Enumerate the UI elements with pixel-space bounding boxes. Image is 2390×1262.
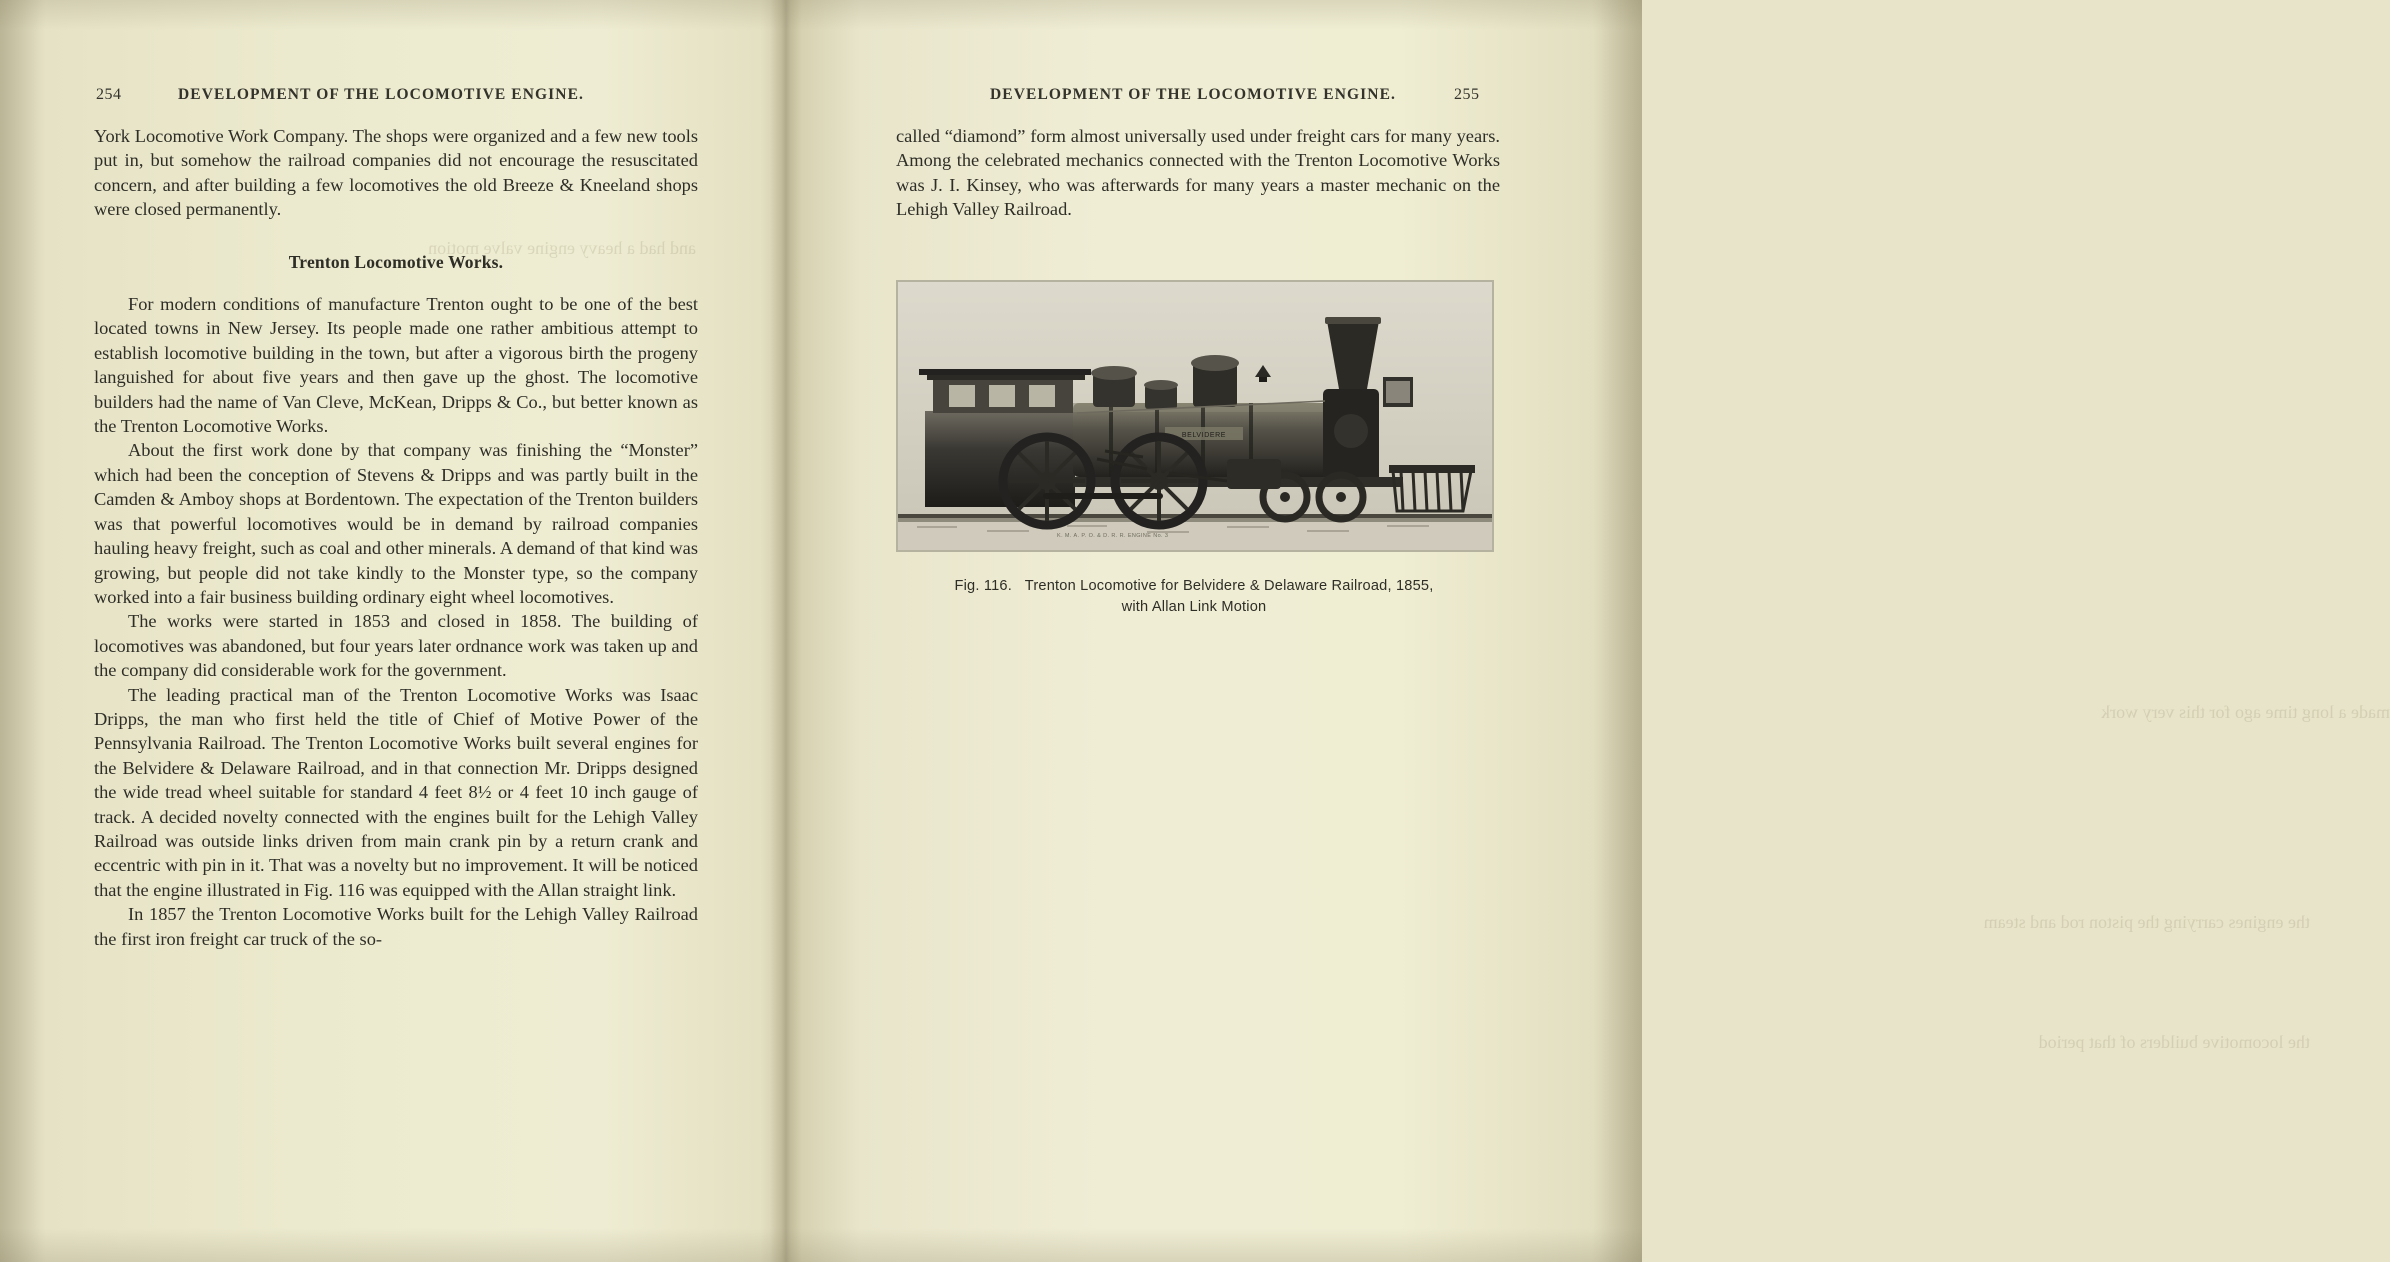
paragraph: The leading practical man of the Trenton Locomotive Works was Isaac Dripps, the man who first held the title of Chief of Motive Power of the Pennsylvania Railroad. The Trenton Locomotive Works built several engines for the Belvidere & Delaware Railroad, and in that connection Mr. Dripps designed the wide tread wheel suitable for standard 4 feet 8½ or 4 feet 10 inch gauge of track. A decided novelty connected with the engines built for the Lehigh Valley Railroad was outside links driven from main crank pin by a return crank and eccentric with pin in it. That was a novelty but no improvement. It will be noticed that the engine illustrated in Fig. 116 was equipped with the Allan straight link. [94, 684, 698, 900]
figure-caption [896, 576, 1492, 618]
svg-text:BELVIDERE: BELVIDERE [1181, 432, 1227, 439]
paragraph: In 1857 the Trenton Locomotive Works built for the Lehigh Valley Railroad the first iron freight car truck of the so- [94, 904, 698, 949]
paragraph: called “diamond” form almost universally used under freight cars for many years. Among the celebrated mechanics connected with the Trenton Locomotive Works was J. I. Kinsey, who was afterwards for many years a master mechanic on the Lehigh Valley Railroad. [896, 126, 1500, 220]
left-page [0, 0, 790, 1262]
right-text-column [896, 124, 1500, 222]
paragraph: About the first work done by that company was finishing the “Monster” which had been the conception of Stevens & Dripps and was partly built in the Camden & Amboy shops at Bordentown. The expectation of the Trenton builders was that powerful locomotives would be in demand by railroad companies hauling heavy freight, such as coal and other minerals. A demand of that kind was growing, but people did not take kindly to the Monster type, so the company worked into a fair business building ordinary eight wheel locomotives. [94, 440, 698, 607]
left-text-column [94, 124, 698, 951]
paragraph: For modern conditions of manufacture Trenton ought to be one of the best located towns in New Jersey. Its people made one rather ambitious attempt to establish locomotive building in the town, but after a vigorous birth the progeny languished for about five years and then gave up the ghost. The locomotive builders had the name of Van Cleve, McKean, Dripps & Co., but better known as the Trenton Locomotive Works. [94, 294, 698, 437]
locomotive-illustration [897, 281, 1493, 551]
right-page-number: 255 [1454, 86, 1480, 103]
section-heading: Trenton Locomotive Works. [288, 251, 504, 272]
paragraph: The works were started in 1853 and closed in 1858. The building of locomotives was abandoned, but four years later ordnance work was taken up and the company did considerable work for the government. [94, 611, 698, 681]
bleed-through-text: made a long time ago for this very work [2101, 702, 2390, 722]
left-page-number: 254 [96, 86, 122, 103]
figure-caption-line-1: Trenton Locomotive for Belvidere & Delaware Railroad, 1855, [1024, 578, 1434, 594]
right-running-head: DEVELOPMENT OF THE LOCOMOTIVE ENGINE. [990, 86, 1397, 103]
bleed-through-text: and had a heavy engine valve motion [428, 238, 696, 258]
bleed-through-text: the locomotive builders of that period [2038, 1032, 2310, 1052]
locomotive-photo-plate [896, 280, 1494, 552]
paragraph: York Locomotive Work Company. The shops were organized and a few new tools put in, but somehow the railroad companies did not encourage the resuscitated concern, and after building a few locomotives the old Breeze & Kneeland shops were closed permanently. [94, 126, 698, 220]
figure-label: Fig. 116. [954, 578, 1012, 594]
svg-text:K. M. A. P. O. & D. R. R. ENGI: K. M. A. P. O. & D. R. R. ENGINE No. 3 [1057, 533, 1169, 539]
figure-caption-line-2: with Allan Link Motion [1121, 599, 1267, 615]
bleed-through-text: the engines carrying the piston rod and steam [1983, 912, 2310, 932]
left-running-head: DEVELOPMENT OF THE LOCOMOTIVE ENGINE. [178, 86, 585, 103]
figure-116 [896, 280, 1492, 618]
right-page [790, 0, 2390, 1262]
